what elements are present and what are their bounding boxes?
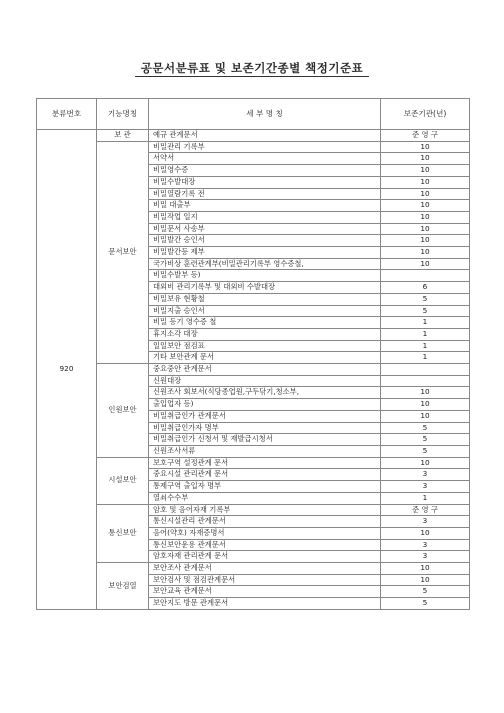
function-name: 통신보안 [97,504,149,563]
retention-period: 10 [381,176,470,188]
retention-period: 5 [381,293,470,305]
table-row [37,130,470,142]
detail-name: 비밀관리 기록부 [149,141,381,153]
detail-name: 보안교육 관계문서 [149,586,381,598]
detail-name: 비밀지출 승인서 [149,305,381,317]
header-func: 기능명칭 [97,99,149,130]
retention-period: 준 영 구 [381,130,470,142]
retention-period: 10 [381,387,470,399]
retention-period: 10 [381,165,470,177]
detail-name: 통신시설관리 관계문서 [149,516,381,528]
header-row [37,99,470,130]
table-body [37,130,470,610]
retention-period: 5 [381,422,470,434]
retention-period: 10 [381,258,470,270]
retention-period: 3 [381,539,470,551]
retention-period: 10 [381,188,470,200]
detail-name: 출입업자 등) [149,399,381,411]
detail-name: 휴지소각 대장 [149,328,381,340]
retention-period: 1 [381,492,470,504]
function-name: 보안검열 [97,563,149,610]
retention-period: 10 [381,457,470,469]
retention-period: 10 [381,247,470,259]
retention-period: 3 [381,481,470,493]
detail-name: 신원조사 회보서(식당종업원,구두닦기,청소부, [149,387,381,399]
retention-period: 10 [381,399,470,411]
retention-period: 1 [381,352,470,364]
retention-period: 10 [381,153,470,165]
retention-period: 1 [381,328,470,340]
retention-period: 10 [381,527,470,539]
detail-name: 비밀취급인가 관계문서 [149,410,381,422]
header-code: 분류번호 [37,99,97,130]
detail-name: 비밀문서 사송부 [149,223,381,235]
detail-name: 신원조사서류 [149,445,381,457]
retention-period: 10 [381,141,470,153]
function-name: 문서보안 [97,141,149,363]
retention-period: 5 [381,305,470,317]
retention-period: 5 [381,598,470,610]
retention-period: 5 [381,586,470,598]
retention-period: 10 [381,410,470,422]
retention-period: 준 영 구 [381,504,470,516]
table-row [37,504,470,516]
detail-name: 중요시설 관리관계 문서 [149,469,381,481]
detail-name: 통신보안운용 관계문서 [149,539,381,551]
detail-name: 비밀 등기 영수증 철 [149,317,381,329]
function-name: 인원보안 [97,364,149,458]
detail-name: 예규 관계문서 [149,130,381,142]
detail-name: 보안지도 방문 관계문서 [149,598,381,610]
retention-period [381,364,470,376]
table-row [37,141,470,153]
retention-period: 3 [381,551,470,563]
retention-period: 10 [381,574,470,586]
detail-name: 암호 및 음어자재 기록부 [149,504,381,516]
header-period: 보존기관(년) [381,99,470,130]
retention-period: 10 [381,235,470,247]
table-row [37,457,470,469]
retention-period: 1 [381,340,470,352]
retention-period: 10 [381,223,470,235]
table-row [37,364,470,376]
retention-period: 10 [381,200,470,212]
detail-name: 비밀영수증 [149,165,381,177]
detail-name: 비밀열람기록 전 [149,188,381,200]
detail-name: 보안조사 관계문서 [149,563,381,575]
retention-period: 6 [381,282,470,294]
detail-name: 대외비 관리기록부 및 대외비 수발대장 [149,282,381,294]
function-name: 시설보안 [97,457,149,504]
detail-name: 서약서 [149,153,381,165]
page-title: 공문서분류표 및 보존기간종별 책정기준표 [0,60,504,76]
detail-name: 비밀취급인가자 명부 [149,422,381,434]
retention-period: 10 [381,563,470,575]
classification-table [36,98,470,610]
retention-period: 5 [381,434,470,446]
retention-period: 3 [381,516,470,528]
retention-period [381,270,470,282]
detail-name: 보호구역 설정관계 문서 [149,457,381,469]
detail-name: 열쇠수수부 [149,492,381,504]
detail-name: 통제구역 출입자 명부 [149,481,381,493]
detail-name: 비밀수발부 등) [149,270,381,282]
table-row [37,563,470,575]
retention-period: 5 [381,445,470,457]
retention-period [381,375,470,387]
detail-name: 음어(약호) 자재증명서 [149,527,381,539]
detail-name: 보안검사 및 점검관계문서 [149,574,381,586]
detail-name: 중요중안 관계문서 [149,364,381,376]
retention-period: 3 [381,469,470,481]
detail-name: 신원대장 [149,375,381,387]
detail-name: 비밀수발대장 [149,176,381,188]
detail-name: 일일보안 점검표 [149,340,381,352]
header-detail: 세 부 명 칭 [149,99,381,130]
detail-name: 비밀 대출부 [149,200,381,212]
retention-period: 1 [381,317,470,329]
retention-period: 10 [381,211,470,223]
detail-name: 비밀작업 일지 [149,211,381,223]
detail-name: 기타 보안관계 문서 [149,352,381,364]
detail-name: 비밀발간 승인서 [149,235,381,247]
detail-name: 암호자재 관리관계 문서 [149,551,381,563]
detail-name: 비밀발간등 제부 [149,247,381,259]
function-name: 보 관 [97,130,149,142]
detail-name: 비밀보유 현황철 [149,293,381,305]
detail-name: 비밀취급인가 신청서 및 재발급시청서 [149,434,381,446]
classification-code: 920 [37,130,97,610]
detail-name: 국가비상 훈련관계부(비밀관리기록부 영수증철, [149,258,381,270]
